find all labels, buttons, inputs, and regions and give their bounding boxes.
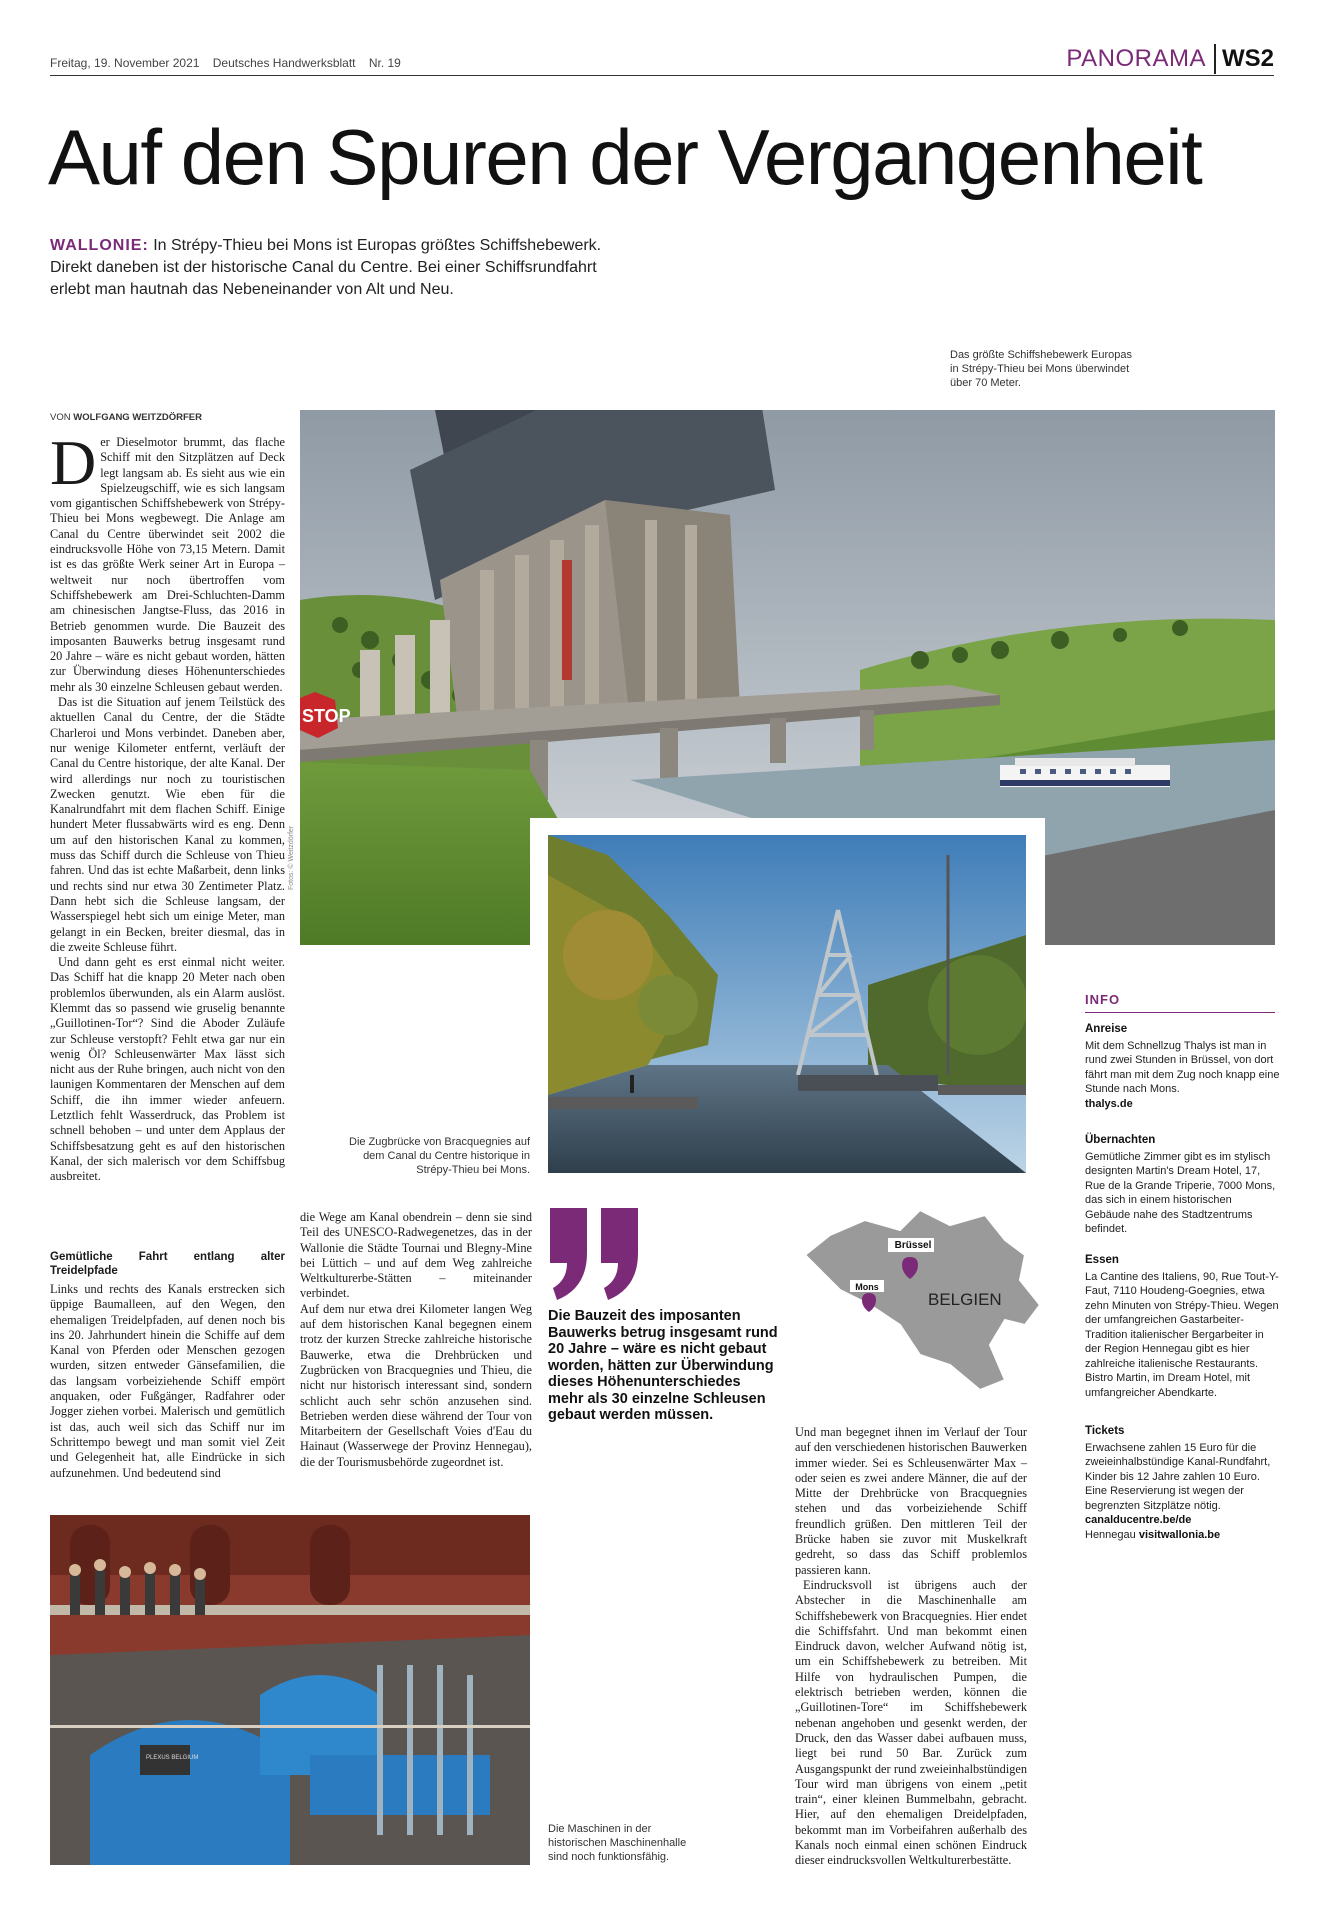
page-header-meta: [50, 56, 411, 70]
paragraph-1: er Dieselmotor brummt, das flache Schiff mit den Sitzplätzen auf Deck legt langsam ab. Es sieht aus wie ein Spielzeugschiff, wie es sich langsam vom gigantischen Schiffshebewerk von Strépy-Thieu bei Mons wegbewegt. Die Anlage am Canal du Centre überwindet seit 2002 die eindrucksvolle Höhe von 73,15 Metern. Damit ist es das größte Werk seiner Art in Europa – weltweit nur noch übertroffen vom Schiffshebewerk am Drei-Schluchten-Damm am chinesischen Jangtse-Fluss, das 2016 in Betrieb genommen wurde. Die Bauzeit des imposanten Bauwerks betrug insgesamt rund 20 Jahre – wäre es nicht gebaut worden, hätten zur Überwindung dieses Höhenunterschiedes mehr als 30 einzelne Schleusen gebaut werden.: [50, 435, 285, 694]
subheading: Gemütliche Fahrt entlang alter Treidelpfade: [50, 1251, 285, 1277]
info-anreise-title: Anreise: [1085, 1023, 1128, 1035]
info-anreise: [1085, 1022, 1280, 1111]
page-number: WS2: [1221, 45, 1274, 72]
byline: [50, 412, 202, 423]
visitwallonia-link[interactable]: visitwallonia.be: [1138, 1528, 1221, 1541]
map-label-bruessel: Brüssel: [894, 1240, 932, 1251]
publication-name: Deutsches Handwerksblatt: [212, 56, 356, 70]
info-tickets: [1085, 1424, 1280, 1542]
paragraph-8: Eindrucksvoll ist übrigens auch der Abstecher in die Maschinenhalle am Schiffshebewerk von Bracquegnies. Hier endet die Schiffsfahrt. Und man bekommt einen Eindruck davon, welcher Aufwand nötig ist, um ein Schiffshebewerk zu betreiben. Mit Hilfe von hydraulischen Pumpen, die elektrisch betrieben werden, können die „Guillotinen-Tore“ im Schiffshebewerk nebenan angehoben und gesenkt werden, der Druck, den das Wasser dabei aufbauen muss, liegt bei rund 50 Bar. Zurück zum Ausgangspunkt der rund zweieinhalbstündigen Tour wird man übrigens von einem „petit train“, einer kleinen Bummelbahn, gebracht. Hier, auf den ehemaligen Dreidelpfaden, bekommt man im Vorbeifahren außerhalb des Kanals noch einmal einen schönen Eindruck dieser eindrucksvollen Weltkulturerbestätte.: [795, 1577, 1027, 1868]
lead-text: In Strépy-Thieu bei Mons ist Europas größtes Schiffshebewerk. Direkt daneben ist der historische Canal du Centre. Bei einer Schiffsrundfahrt erlebt man hautnah das Nebeneinander von Alt und Neu.: [50, 237, 602, 298]
thalys-link[interactable]: thalys.de: [1085, 1097, 1133, 1110]
info-title: INFO: [1085, 992, 1121, 1007]
map-label-mons: Mons: [855, 1282, 879, 1292]
stop-sign-text: STOP: [302, 706, 351, 726]
canalducentre-link[interactable]: canalducentre.be/de: [1085, 1514, 1192, 1526]
info-anreise-text: Mit dem Schnellzug Thalys ist man in rund zwei Stunden in Brüssel, von dort fährt man mit dem Zug noch knapp eine Stunde nach Mons.: [1085, 1039, 1280, 1095]
lead-paragraph: [50, 235, 630, 301]
issue-date: Freitag, 19. November 2021: [50, 56, 200, 70]
issue-number: Nr. 19: [368, 56, 401, 70]
lead-kicker: WALLONIE:: [50, 237, 149, 254]
paragraph-4: Links und rechts des Kanals erstrecken sich üppige Baumalleen, auf den Wegen, den ehemaligen Treidelpfaden, auf denen noch bis ins 20. Jahrhundert hinein die Schiffe auf dem Kanal von Pferden oder Menschen gezogen wurden, sitzen entweder Gänsefamilien, die das langsam vorbeiziehende Schiff empört anquaken, oder Fußgänger, Radfahrer oder Jogger ziehen vorbei. Malerisch und gemütlich ist das, auch weil sich das Schiff nur im Schrittempo bewegt und man somit viel Zeit und Gelegenheit hat, alle Eindrücke in sich aufzunehmen. Und bedeutend sind: [50, 1282, 285, 1480]
section-name: PANORAMA: [1066, 45, 1206, 72]
section-label: [1066, 44, 1274, 74]
article-column-1-bottom: [50, 1250, 285, 1481]
headline: Auf den Spuren der Vergangenheit: [48, 113, 1202, 201]
hennegau-label: Hennegau: [1085, 1528, 1139, 1541]
article-column-2: [300, 1210, 532, 1470]
ship-lift-caption: Das größte Schiffshebewerk Europas in Strépy-Thieu bei Mons überwindet über 70 Meter.: [950, 349, 1132, 389]
map-country-label: BELGIEN: [928, 1290, 1002, 1309]
machine-caption: Die Maschinen in der historischen Maschinenhalle sind noch funktionsfähig.: [548, 1823, 687, 1863]
header-divider: [1214, 44, 1216, 74]
byline-author: WOLFGANG WEITZDÖRFER: [73, 412, 202, 423]
bridge-photo: [548, 835, 1026, 1173]
info-tickets-title: Tickets: [1085, 1425, 1125, 1437]
byline-prefix: VON: [50, 412, 74, 423]
article-column-1: [50, 427, 285, 1185]
info-essen-text: La Cantine des Italiens, 90, Rue Tout-Y-Faut, 7110 Houdeng-Goegnies, etwa zehn Minuten von Strépy-Thieu. Wegen der umfangreichen Gastarbeiter-Tradition italienischer Bergarbeiter in der Region Hennegau gibt es hier zahlreiche italienische Restaurants. Bistro Martin, im Dream Hotel, mit umfangreicher Abendkarte.: [1085, 1270, 1279, 1399]
info-uebernachten: [1085, 1133, 1280, 1237]
belgium-map: [790, 1195, 1050, 1395]
info-rule: [1085, 1012, 1275, 1013]
dropcap: D: [50, 427, 97, 498]
bridge-illustration: [548, 835, 1026, 1173]
info-uebernachten-title: Übernachten: [1085, 1134, 1156, 1146]
quote-mark-icon: [545, 1208, 645, 1308]
paragraph-6: Auf dem nur etwa drei Kilometer langen Weg auf dem historischen Kanal begegnen einem trotz der kurzen Strecke zahlreiche historische Bauwerke, etwa die Drehbrücken und Zugbrücken von Bracquegnies und Thieu, die nicht nur historisch interessant sind, sondern schlicht auch sehr schön anzusehen sind. Betrieben werden diese während der Tour von Mitarbeitern der Gesellschaft Voies d'Eau du Hainaut (Wasserwege der Provinz Hennegau), die der Tourismusbehörde zugeordnet ist.: [300, 1301, 532, 1469]
paragraph-7: Und man begegnet ihnen im Verlauf der Tour auf den verschiedenen historischen Bauwerken immer wieder. Sei es Schleusenwärter Max – oder seien es zwei andere Männer, die auf der Mitte der Drehbrücke von Bracquegnies stehen und das vorbeiziehende Schiff freundlich grüßen. Den mittleren Teil der Brücke haben sie zuvor mit Muskelkraft gedreht, so dass das Schiff problemlos passieren kann.: [795, 1425, 1027, 1577]
info-essen-title: Essen: [1085, 1254, 1119, 1266]
info-tickets-text: Erwachsene zahlen 15 Euro für die zweieinhalbstündige Kanal-Rundfahrt, Kinder bis 12 Jahre zahlen 10 Euro. Eine Reservierung ist wegen der begrenzten Sitzplätze nötig.: [1085, 1441, 1271, 1512]
article-column-4: [795, 1425, 1027, 1869]
info-uebernachten-text: Gemütliche Zimmer gibt es im stylisch designten Martin's Dream Hotel, 17, Rue de la Grande Triperie, 7000 Mons, das sich in einem historischen Gebäude nahe des Stadtzentrums befindet.: [1085, 1150, 1276, 1235]
paragraph-2: Das ist die Situation auf jenem Teilstück des aktuellen Canal du Centre, der die Städte Charleroi und Mons verbindet. Daneben aber, nur wenige Kilometer entfernt, verläuft der Canal du Centre historique, der alte Kanal. Der wird allerdings nur noch zu touristischen Zwecken genutzt. Wie eben für die Kanalrundfahrt mit dem flachen Schiff. Einige hundert Meter flussabwärts wird es eng. Denn um auf den historischen Kanal zu kommen, muss das Schiff durch die Schleuse von Thieu fahren. Und das ist echte Maßarbeit, denn links und rechts sind nur etwa 30 Zentimeter Platz. Dann hebt sich die Schleuse langsam, der Wasserspiegel hebt sich um einige Meter, man gelangt in ein Becken, breiter diesmal, das in die zweite Schleuse führt.: [50, 695, 285, 954]
machine-plate: PLEXUS BELGIUM: [146, 1755, 199, 1761]
pull-quote: Die Bauzeit des imposanten Bauwerks betrug insgesamt rund 20 Jahre – wäre es nicht gebaut worden, hätten zur Überwindung dieses Höhenunterschiedes mehr als 30 einzelne Schleusen gebaut werden müssen.: [548, 1308, 778, 1423]
info-essen: [1085, 1253, 1280, 1400]
paragraph-5: die Wege am Kanal obendrein – denn sie sind Teil des UNESCO-Radwegenetzes, das in der Wallonie die Städte Tournai und Blegny-Mine bei Lüttich – und auf dem Weg zahlreiche Weltkulturerbe-Stätten – miteinander verbindet.: [300, 1210, 532, 1301]
paragraph-3: Und dann geht es erst einmal nicht weiter. Das Schiff hat die knapp 20 Meter nach oben problemlos überwunden, als ein Alarm auslöst. Klemmt das so passend wie gruselig benannte „Guillotinen-Tor“? Sind die Aboder Zuläufe zur Schleuse verstopft? Fehlt etwa gar nur ein wenig Öl? Schleusenwärter Max lässt sich nicht aus der Ruhe bringen, auch nicht von den launigen Kommentaren der Menschen auf dem Schiff, die ihn immer wieder anfeuern. Letztlich fehlt Wasserdruck, das Problem ist schnell behoben – und unter dem Applaus der Schiffsbesatzung geht es auf den historischen Kanal, der sich malerisch vor dem Schiffsbug ausbreitet.: [50, 955, 285, 1184]
header-rule: [50, 75, 1274, 76]
machine-hall-photo: [50, 1515, 530, 1865]
bridge-caption: Die Zugbrücke von Bracquegnies auf dem Canal du Centre historique in Strépy-Thieu bei Mons.: [349, 1136, 530, 1176]
photo-credit: Fotos: © Weitzdörfer: [288, 825, 295, 890]
